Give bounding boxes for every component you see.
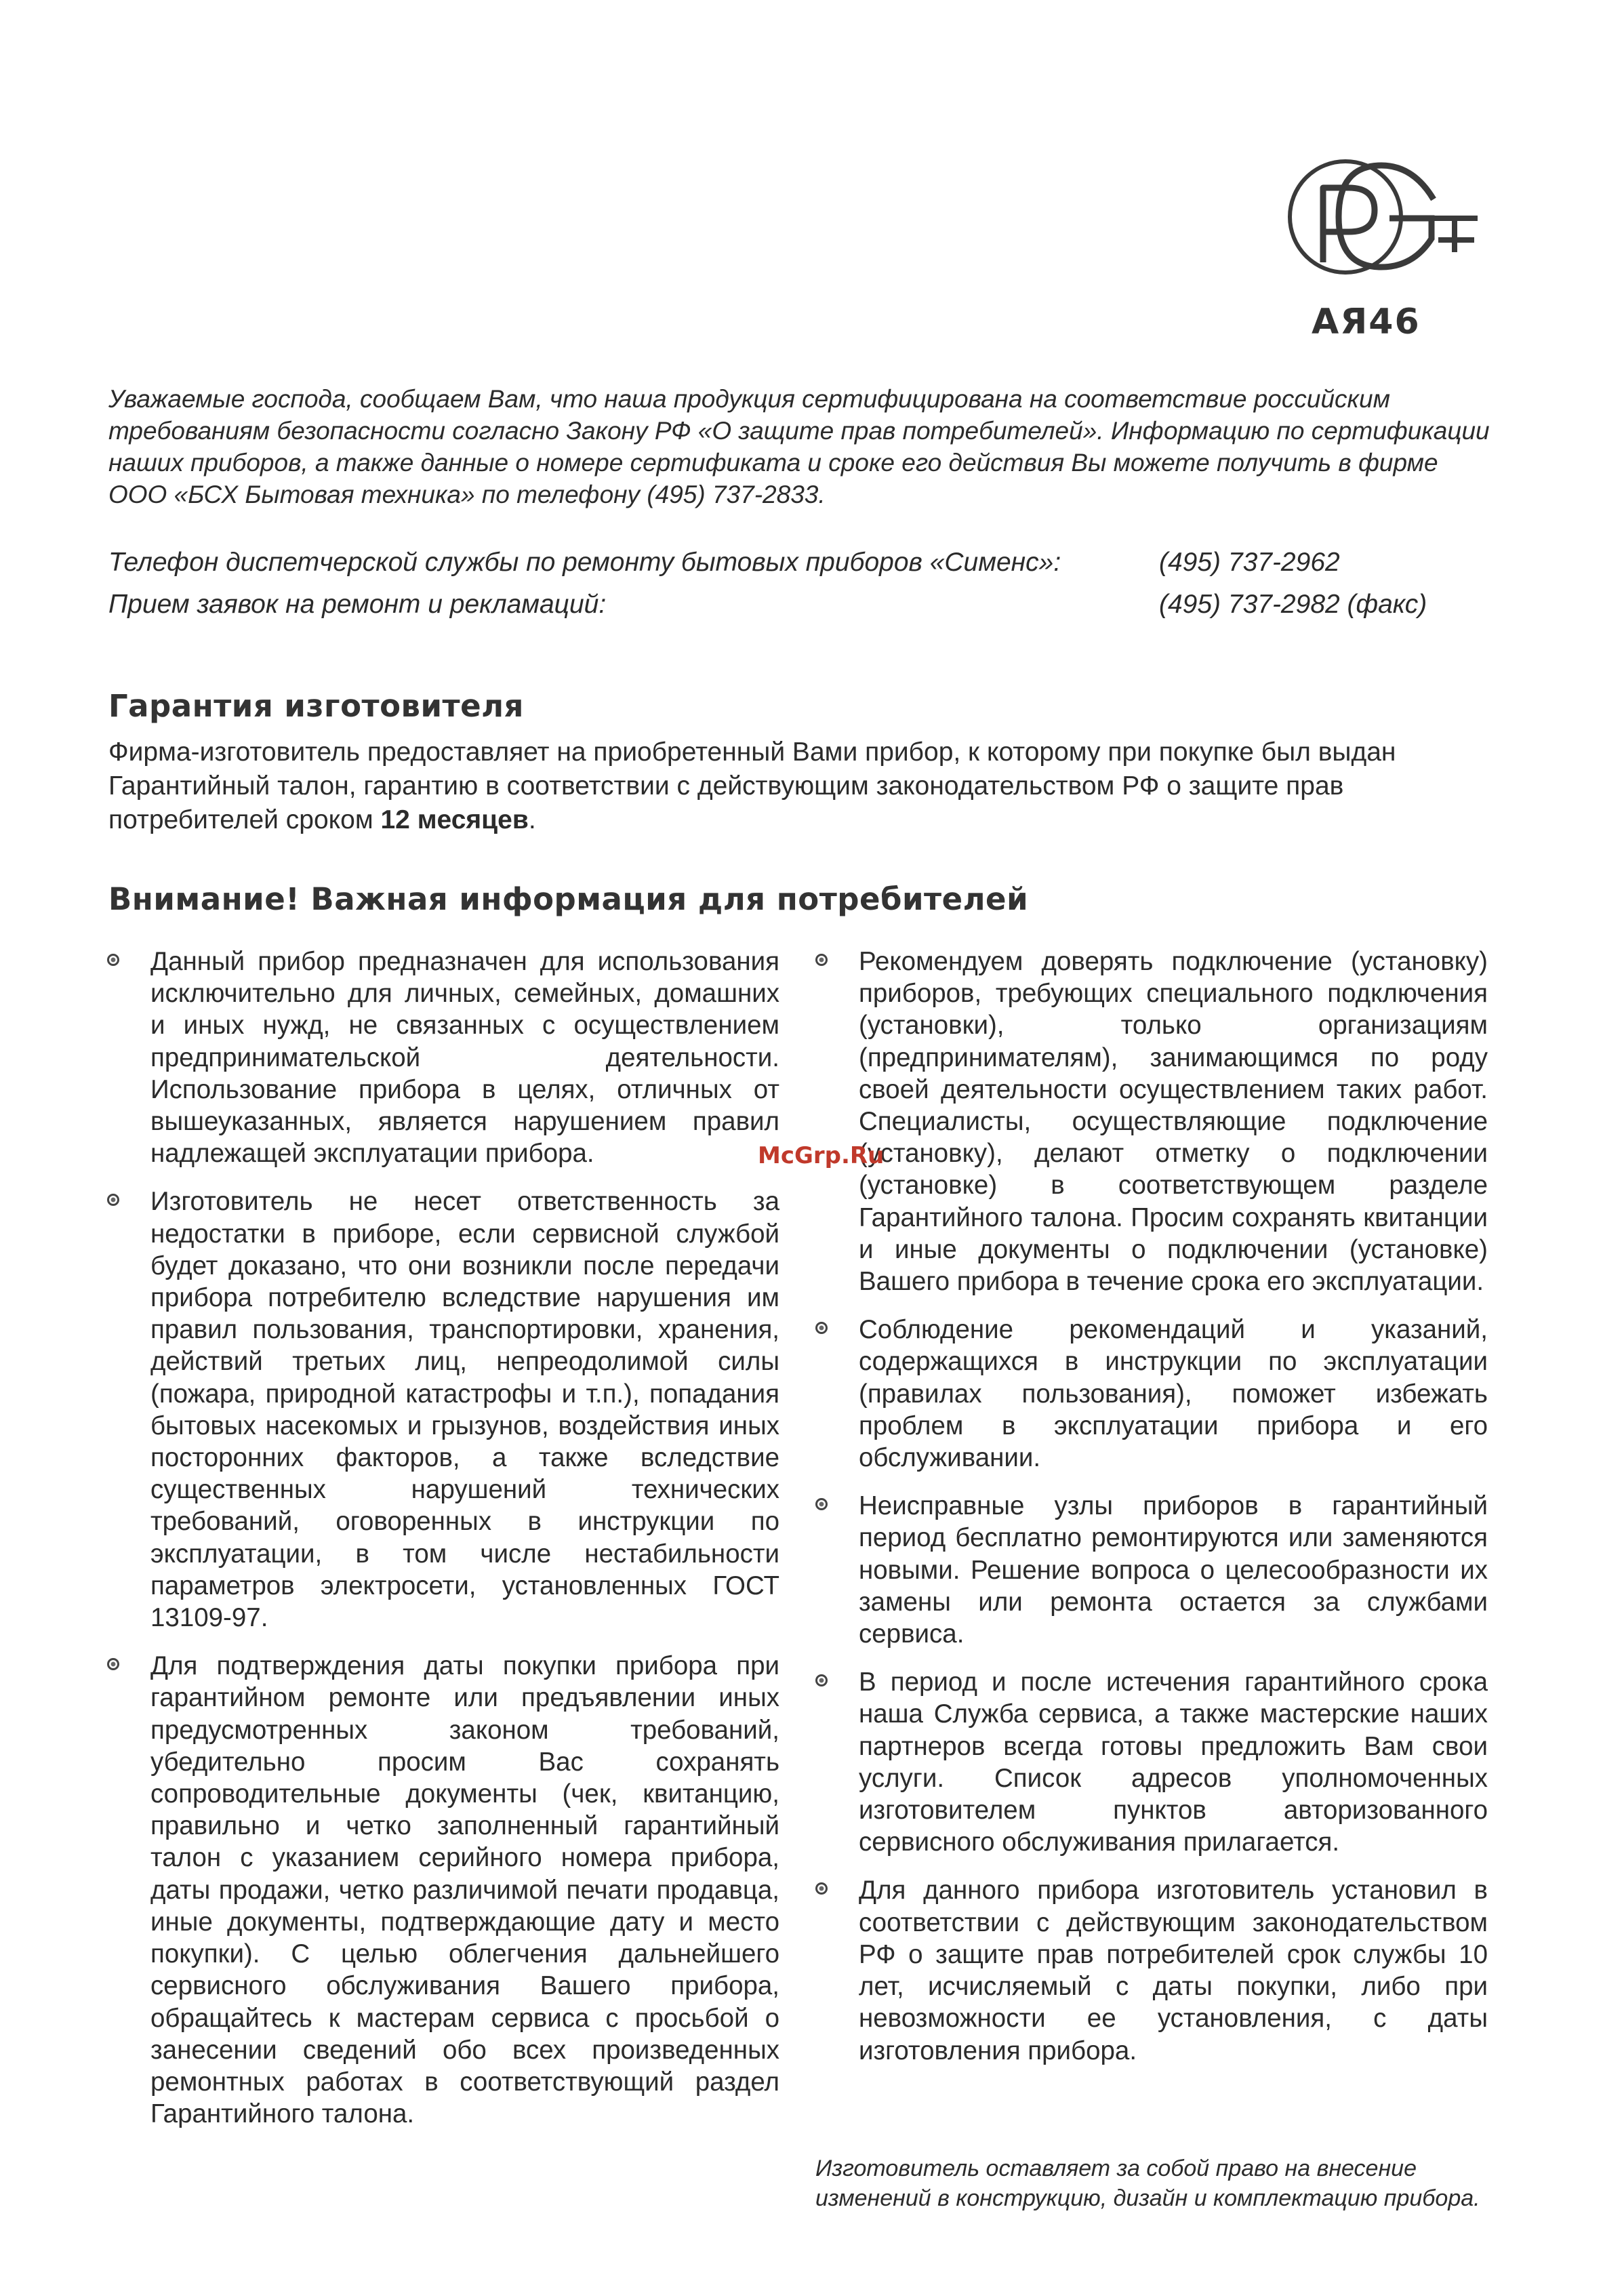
repair-requests-label: Прием заявок на ремонт и рекламаций: xyxy=(108,590,607,619)
attention-heading: Внимание! Важная информация для потребителей xyxy=(108,881,1029,917)
list-item-text: Для данного прибора изготовитель установил в соответствии с действующим законодательством РФ о защите прав потребителей срок службы 10 лет, исчисляемый с даты покупки, либо при невозможности ее установления, с даты изготовления прибора. xyxy=(859,1876,1488,2065)
dispatch-phone-number: (495) 737-2962 xyxy=(1159,548,1340,577)
list-item xyxy=(810,1490,1488,1650)
bullet-icon xyxy=(810,1314,859,1334)
warranty-heading: Гарантия изготовителя xyxy=(108,688,524,724)
list-item xyxy=(810,946,1488,1297)
bullet-icon xyxy=(810,1874,859,1895)
list-item-text: Для подтверждения даты покупки прибора при гарантийном ремонте или предъявлении иных предусмотренных законом требований, убедительно просим Вас сохранять сопроводительные документы (чек, квитанцию, правильно и четко заполненный гарантийный талон с указанием серийного номера прибора, даты продажи, четко различимой печати продавца, иные документы, подтверждающие дату и место покупки). С целью облегчения дальнейшего сервисного обслуживания Вашего прибора, обращайтесь к мастерам сервиса с просьбой о занесении сведений обо всех произведенных ремонтных работах в соответствующий раздел Гарантийного талона. xyxy=(150,1651,779,2129)
list-item xyxy=(810,1874,1488,2066)
list-item-text: В период и после истечения гарантийного срока наша Служба сервиса, а также мастерские наших партнеров всегда готовы предложить Вам свои услуги. Список адресов уполномоченных изготовителем пунктов авторизованного сервисного обслуживания прилагается. xyxy=(859,1668,1488,1857)
bullet-icon xyxy=(102,1186,150,1206)
list-item-text: Соблюдение рекомендаций и указаний, содержащихся в инструкции по эксплуатации (правилах пользования), поможет избежать проблем в эксплуатации прибора и его обслуживании. xyxy=(859,1315,1488,1473)
watermark: McGrp.Ru xyxy=(758,1142,885,1169)
rst-certification-mark-icon xyxy=(1281,150,1484,300)
bullet-icon xyxy=(810,946,859,966)
list-item xyxy=(102,1186,779,1634)
list-item xyxy=(102,946,779,1169)
warranty-text xyxy=(108,735,1484,837)
bullet-icon xyxy=(102,1650,150,1670)
disclaimer: Изготовитель оставляет за собой право на внесение изменений в конструкцию, дизайн и комплектацию прибора. xyxy=(815,2156,1480,2211)
bullet-icon xyxy=(810,1490,859,1510)
intro-section xyxy=(108,383,1491,510)
certificate-code: АЯ46 xyxy=(1312,302,1421,342)
bullet-icon xyxy=(102,946,150,966)
bullet-icon xyxy=(810,1666,859,1686)
list-item xyxy=(102,1650,779,2130)
list-item xyxy=(810,1314,1488,1474)
list-item xyxy=(810,1666,1488,1858)
repair-requests-number: (495) 737-2982 (факс) xyxy=(1159,590,1427,619)
attention-left-column xyxy=(102,946,779,2146)
warranty-text-body: Фирма-изготовитель предоставляет на приобретенный Вами прибор, к которому при покупке был выдан Гарантийный талон, гарантию в соответствии с действующим законодательством РФ о защите прав потребителей сроком xyxy=(108,738,1396,834)
list-item-text: Изготовитель не несет ответственность за недостатки в приборе, если сервисной службой будет доказано, что они возникли после передачи прибора потребителю вследствие нарушения им правил пользования, транспортировки, хранения, действий третьих лиц, непреодолимой силы (пожара, природной катастрофы и т.п.), попадания бытовых насекомых и грызунов, воздействия иных посторонних факторов, а также вследствие существенных нарушений технических требований, оговоренных в инструкции по эксплуатации, в том числе нестабильности параметров электросети, установленных ГОСТ 13109-97. xyxy=(150,1187,779,1633)
warranty-text-end: . xyxy=(528,805,536,834)
attention-right-column xyxy=(810,946,1488,2083)
list-item-text: Неисправные узлы приборов в гарантийный период бесплатно ремонтируются или заменяются новыми. Решение вопроса о целесообразности их замены или ремонта остается за службами сервиса. xyxy=(859,1491,1488,1649)
dispatch-phone-label: Телефон диспетчерской службы по ремонту бытовых приборов «Сименс»: xyxy=(108,548,1061,577)
intro-paragraph: Уважаемые господа, сообщаем Вам, что наша продукция сертифицирована на соответствие российским требованиям безопасности согласно Закону РФ «О защите прав потребителей». Информацию по сертификации наших приборов, а также данные о номере сертификата и сроке его действия Вы можете получить в фирме ООО «БСХ Бытовая техника» по телефону (495) 737-2833. xyxy=(108,385,1490,508)
warranty-term: 12 месяцев xyxy=(380,805,529,834)
list-item-text: Рекомендуем доверять подключение (установку) приборов, требующих специального подключения (установки), только организациям (предпринимателям), занимающимся по роду своей деятельности осуществлением таких работ. Специалисты, осуществляющие подключение (установку), делают отметку о подключении (установке) в соответствующем разделе Гарантийного талона. Просим сохранять квитанции и иные документы о подключении (установке) Вашего прибора в течение срока его эксплуатации. xyxy=(859,947,1488,1297)
list-item-text: Данный прибор предназначен для использования исключительно для личных, семейных, домашних и иных нужд, не связанных с осуществлением предпринимательской деятельности. Использование прибора в целях, отличных от вышеуказанных, является нарушением правил надлежащей эксплуатации прибора. xyxy=(150,947,779,1169)
